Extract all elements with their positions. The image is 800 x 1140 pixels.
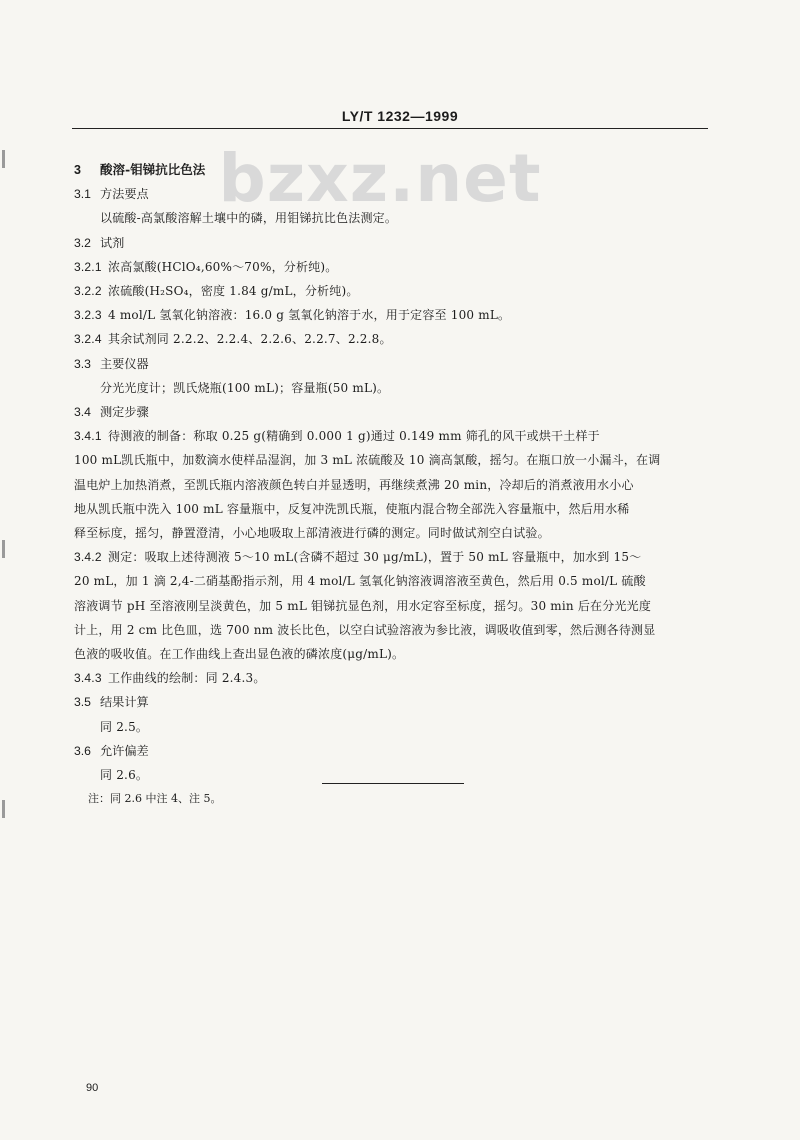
section-heading xyxy=(74,182,710,206)
section-number: 3.1 xyxy=(74,187,91,202)
section-heading xyxy=(74,352,710,376)
header-rule xyxy=(72,128,708,129)
clause-number: 3.2.2 xyxy=(74,284,102,299)
scan-margin-mark xyxy=(2,800,5,818)
clause-text: 其余试剂同 2.2.2、2.2.4、2.2.6、2.2.7、2.2.8。 xyxy=(108,332,392,347)
clause-text: 100 mL凯氏瓶中，加数滴水使样品湿润，加 3 mL 浓硫酸及 10 滴高氯酸，摇匀。在瓶口放一小漏斗，在调 xyxy=(74,453,661,468)
section-title: 试剂 xyxy=(100,235,125,250)
clause-text: 20 mL，加 1 滴 2,4-二硝基酚指示剂，用 4 mol/L 氢氧化钠溶液调溶液至黄色，然后用 0.5 mol/L 硫酸 xyxy=(74,574,646,589)
section-title: 酸溶-钼锑抗比色法 xyxy=(100,162,206,177)
section-number: 3.3 xyxy=(74,356,91,371)
document-body xyxy=(74,158,710,811)
section-heading xyxy=(74,690,710,714)
scan-margin-mark xyxy=(2,150,5,168)
paragraph: 分光光度计；凯氏烧瓶(100 mL)；容量瓶(50 mL)。 xyxy=(100,380,390,395)
paragraph: 同 2.5。 xyxy=(100,719,149,734)
clause xyxy=(74,327,710,351)
clause-text: 色液的吸收值。在工作曲线上查出显色液的磷浓度(μg/mL)。 xyxy=(74,647,405,662)
clause-text: 测定：吸取上述待测液 5～10 mL(含磷不超过 30 μg/mL)，置于 50 mL 容量瓶中，加水到 15～ xyxy=(108,550,642,565)
clause-number: 3.2.3 xyxy=(74,308,102,323)
clause-text: 温电炉上加热消煮，至凯氏瓶内溶液颜色转白并显透明，再继续煮沸 20 min，冷却后的消煮液用水小心 xyxy=(74,477,634,492)
scan-margin-mark xyxy=(2,540,5,558)
clause xyxy=(74,545,710,666)
clause-text: 4 mol/L 氢氧化钠溶液：16.0 g 氢氧化钠溶于水，用于定容至 100 mL。 xyxy=(108,308,511,323)
section-number: 3.4 xyxy=(74,405,91,420)
clause-text: 释至标度，摇匀，静置澄清，小心地吸取上部清液进行磷的测定。同时做试剂空白试验。 xyxy=(74,526,550,541)
clause-number: 3.4.1 xyxy=(74,429,102,444)
clause xyxy=(74,666,710,690)
paragraph: 同 2.6。 xyxy=(100,768,149,783)
paragraph: 以硫酸-高氯酸溶解土壤中的磷，用钼锑抗比色法测定。 xyxy=(100,211,398,226)
clause-number: 3.4.3 xyxy=(74,671,102,686)
clause-text: 浓硫酸(H₂SO₄，密度 1.84 g/mL，分析纯)。 xyxy=(108,284,359,299)
section-heading xyxy=(74,739,710,763)
section-title: 主要仪器 xyxy=(100,356,149,371)
clause-text: 工作曲线的绘制：同 2.4.3。 xyxy=(108,671,266,686)
clause-number: 3.2.1 xyxy=(74,259,102,274)
section-heading xyxy=(74,158,710,182)
clause-text: 溶液调节 pH 至溶液刚呈淡黄色，加 5 mL 钼锑抗显色剂，用水定容至标度，摇匀。30 min 后在分光光度 xyxy=(74,598,652,613)
section-number: 3.2 xyxy=(74,235,91,250)
clause xyxy=(74,279,710,303)
section-number: 3 xyxy=(74,163,81,177)
watermark: bzxz.net xyxy=(218,140,542,217)
section-title: 方法要点 xyxy=(100,187,149,202)
section-heading xyxy=(74,231,710,255)
clause-text: 地从凯氏瓶中洗入 100 mL 容量瓶中，反复冲洗凯氏瓶，使瓶内混合物全部洗入容量瓶中，然后用水稀 xyxy=(74,501,630,516)
clause-number: 3.2.4 xyxy=(74,332,102,347)
clause-number: 3.4.2 xyxy=(74,550,102,565)
end-of-standard-rule xyxy=(322,783,464,784)
clause xyxy=(74,255,710,279)
clause-text: 浓高氯酸(HClO₄,60%～70%，分析纯)。 xyxy=(108,259,338,274)
section-title: 测定步骤 xyxy=(100,405,149,420)
clause xyxy=(74,303,710,327)
section-heading xyxy=(74,400,710,424)
clause-text: 计上，用 2 cm 比色皿，选 700 nm 波长比色，以空白试验溶液为参比液，调吸收值到零，然后测各待测显 xyxy=(74,622,656,637)
clause xyxy=(74,424,710,545)
page-header: LY/T 1232—1999 xyxy=(341,108,459,124)
section-number: 3.6 xyxy=(74,743,91,758)
note-text: 注：同 2.6 中注 4、注 5。 xyxy=(88,792,222,806)
clause-text: 待测液的制备：称取 0.25 g(精确到 0.000 1 g)通过 0.149 mm 筛孔的风干或烘干土样于 xyxy=(108,429,600,444)
section-title: 结果计算 xyxy=(100,695,149,710)
page-number: 90 xyxy=(86,1082,99,1094)
section-title: 允许偏差 xyxy=(100,743,149,758)
section-number: 3.5 xyxy=(74,695,91,710)
